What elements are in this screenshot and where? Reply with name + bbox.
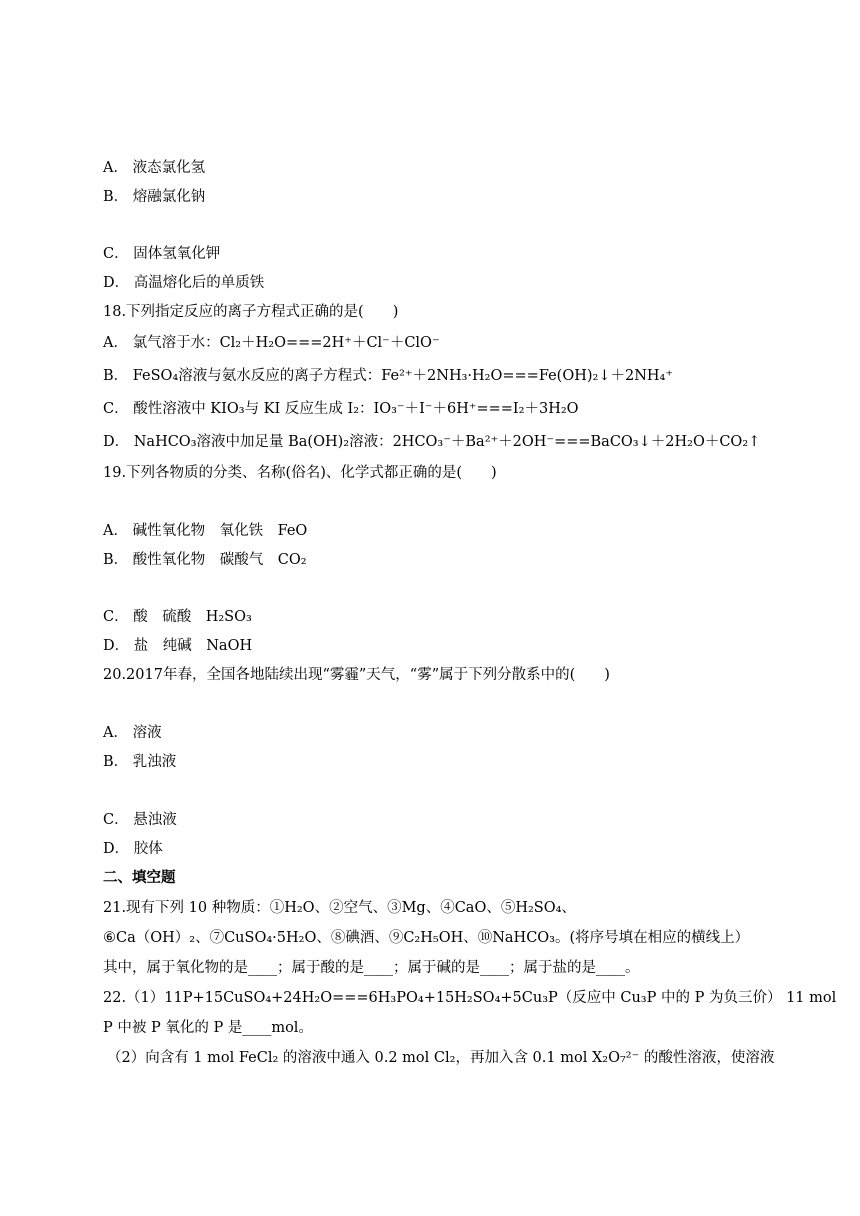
section-title: 二、填空题 [103,869,176,886]
q22-line-3: （2）向含有 1 mol FeCl₂ 的溶液中通入 0.2 mol Cl₂，再加入含 0.1 mol X₂O₇²⁻ 的酸性溶液，使溶液 [107,1050,775,1066]
q18-option-d: D． NaHCO₃溶液中加足量 Ba(OH)₂溶液：2HCO₃⁻＋Ba²⁺＋2OH⁻===BaCO₃↓＋2H₂O＋CO₂↑ [103,434,761,450]
q21-line-1: 21.现有下列 10 种物质：①H₂O、②空气、③Mg、④CaO、⑤H₂SO₄、 [103,900,576,916]
q20-option-c: C． 悬浊液 [103,812,177,828]
q17-option-c: C． 固体氢氧化钾 [103,246,221,262]
q21-line-2: ⑥Ca（OH）₂、⑦CuSO₄·5H₂O、⑧碘酒、⑨C₂H₅OH、⑩NaHCO₃。(将序号填在相应的横线上） [103,930,750,946]
q18-stem: 18.下列指定反应的离子方程式正确的是( ) [103,304,399,320]
q22-line-1: 22.（1）11P+15CuSO₄+24H₂O===6H₃PO₄+15H₂SO₄+5Cu₃P（反应中 Cu₃P 中的 P 为负三价） 11 mol [103,990,837,1006]
q22-line-2: P 中被 P 氧化的 P 是____mol。 [103,1020,313,1036]
q18-option-a: A． 氯气溶于水：Cl₂＋H₂O===2H⁺＋Cl⁻＋ClO⁻ [103,335,440,351]
q20-option-d: D． 胶体 [103,841,163,857]
q20-option-b: B． 乳浊液 [103,754,177,770]
q18-option-b: B． FeSO₄溶液与氨水反应的离子方程式：Fe²⁺＋2NH₃·H₂O===Fe(OH)₂↓＋2NH₄⁺ [103,368,674,384]
q20-stem: 20.2017年春，全国各地陆续出现“雾霾”天气，“雾”属于下列分散系中的( ) [103,667,610,683]
q17-option-a: A． 液态氯化氢 [103,160,206,176]
q19-option-d: D． 盐 纯碱 NaOH [103,638,253,654]
q19-option-b: B． 酸性氧化物 碳酸气 CO₂ [103,552,307,568]
q17-option-d: D． 高温熔化后的单质铁 [103,275,265,291]
q19-option-a: A． 碱性氧化物 氧化铁 FeO [103,523,308,539]
q18-option-c: C． 酸性溶液中 KIO₃与 KI 反应生成 I₂：IO₃⁻＋I⁻＋6H⁺===I₂＋3H₂O [103,401,579,417]
q19-stem: 19.下列各物质的分类、名称(俗名)、化学式都正确的是( ) [103,465,497,481]
q21-line-3: 其中，属于氧化物的是____；属于酸的是____；属于碱的是____；属于盐的是____。 [103,960,640,976]
q20-option-a: A． 溶液 [103,725,162,741]
q17-option-b: B． 熔融氯化钠 [103,189,206,205]
q19-option-c: C． 酸 硫酸 H₂SO₃ [103,609,252,625]
